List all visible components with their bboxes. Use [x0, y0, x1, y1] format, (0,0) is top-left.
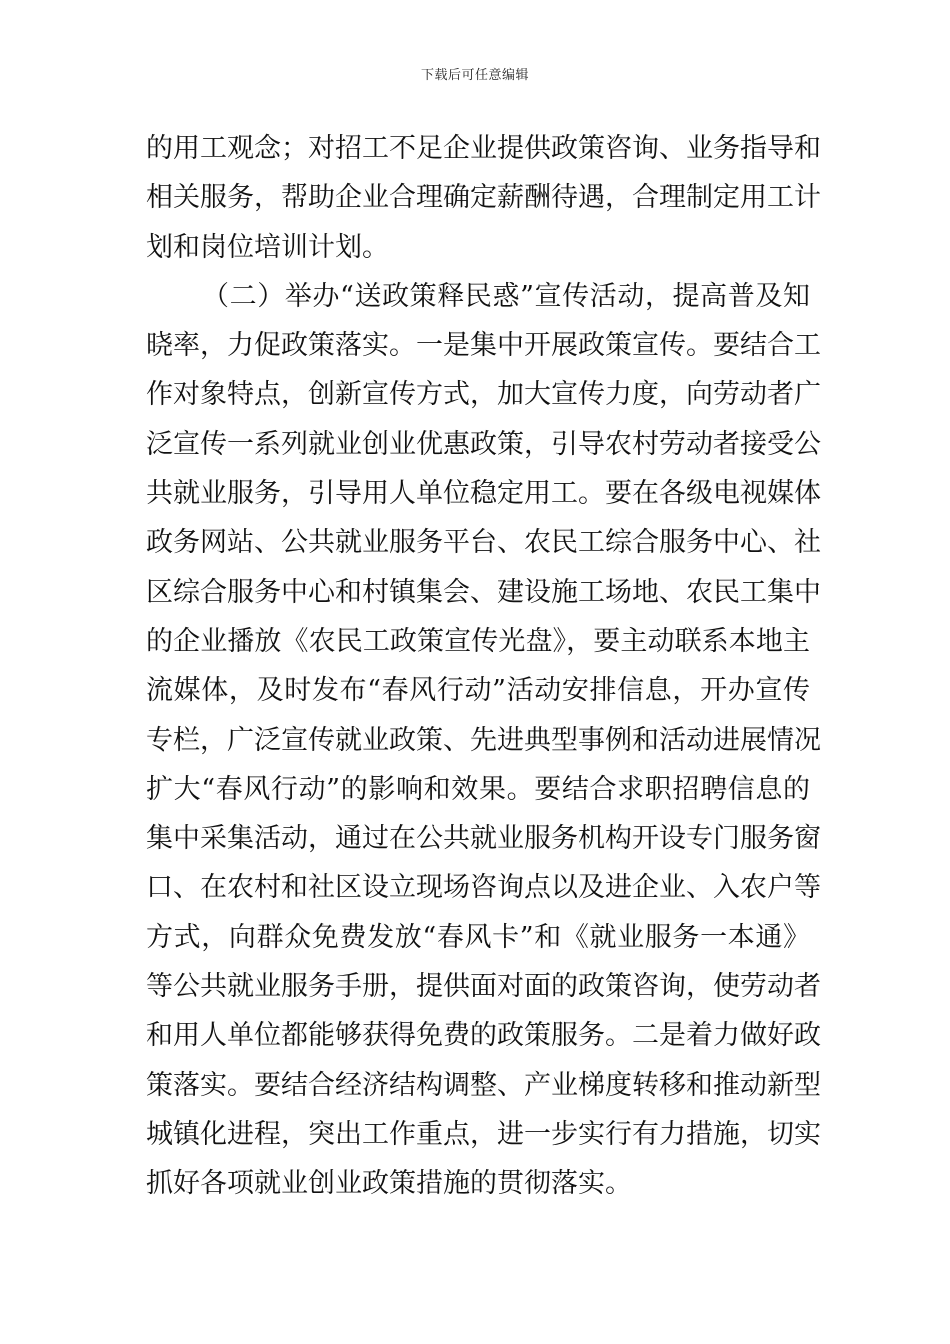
text-line: 等公共就业服务手册，提供面对面的政策咨询，使劳动者 [146, 971, 821, 1003]
text-line: 的用工观念；对招工不足企业提供政策咨询、业务指导和 [146, 133, 821, 164]
text-line: 区综合服务中心和村镇集会、建设施工场地、农民工集中 [146, 576, 821, 608]
text-line: 的企业播放《农民工政策宣传光盘》，要主动联系本地主 [146, 625, 810, 657]
text-line: 晓率，力促政策落实。一是集中开展政策宣传。要结合工 [146, 330, 821, 362]
text-line: 集中采集活动，通过在公共就业服务机构开设专门服务窗 [146, 823, 821, 855]
body-text [146, 124, 821, 1209]
text-line: 城镇化进程，突出工作重点，进一步实行有力措施，切实 [146, 1118, 821, 1150]
text-line: 抓好各项就业创业政策措施的贯彻落实。 [146, 1168, 632, 1200]
text-line: 流媒体，及时发布“春风行动”活动安排信息，开办宣传 [146, 675, 810, 707]
text-line: 策落实。要结合经济结构调整、产业梯度转移和推动新型 [146, 1069, 821, 1101]
page-header: 下载后可任意编辑 [420, 68, 529, 83]
text-line: 作对象特点，创新宣传方式，加大宣传力度，向劳动者广 [146, 379, 821, 411]
text-line: 和用人单位都能够获得免费的政策服务。二是着力做好政 [146, 1020, 821, 1052]
text-line: 口、在农村和社区设立现场咨询点以及进企业、入农户等 [146, 872, 821, 904]
text-line: 泛宣传一系列就业创业优惠政策，引导农村劳动者接受公 [146, 428, 821, 460]
text-line: 扩大“春风行动”的影响和效果。要结合求职招聘信息的 [146, 773, 810, 805]
text-line: 方式，向群众免费发放“春风卡”和《就业服务一本通》 [146, 921, 810, 953]
text-line: 划和岗位培训计划。 [146, 231, 389, 263]
text-line: 政务网站、公共就业服务平台、农民工综合服务中心、社 [146, 527, 821, 559]
text-line: 专栏，广泛宣传就业政策、先进典型事例和活动进展情况 [146, 724, 821, 756]
text-line: 相关服务，帮助企业合理确定薪酬待遇，合理制定用工计 [146, 182, 821, 214]
text-line: （二）举办“送政策释民惑”宣传活动，提高普及知 [202, 280, 810, 312]
text-line: 共就业服务，引导用人单位稳定用工。要在各级电视媒体 [146, 478, 821, 510]
